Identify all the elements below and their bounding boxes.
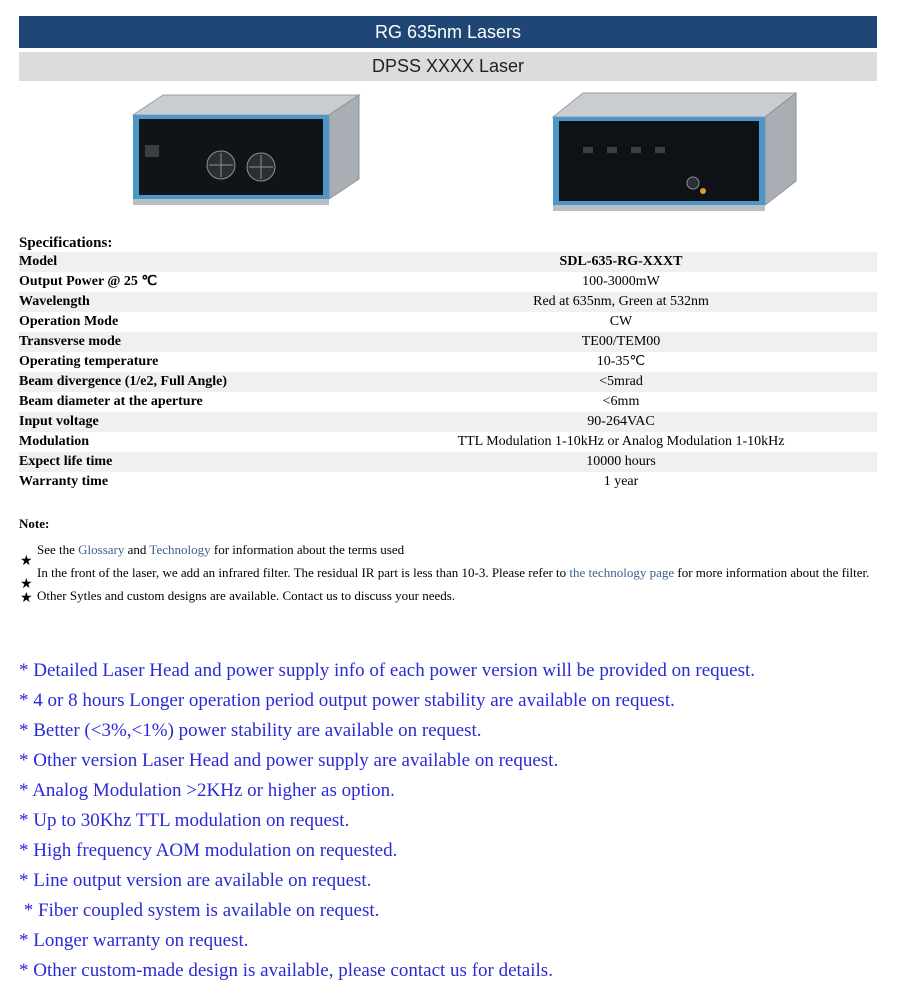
list-item: * Longer warranty on request. [19, 930, 249, 951]
table-row [19, 292, 877, 312]
spec-value: SDL-635-RG-XXXT [359, 252, 877, 272]
subtitle-bar [19, 52, 877, 81]
specifications-heading: Specifications: [19, 235, 113, 251]
star-icon: ★ [20, 554, 33, 569]
spec-value: 10000 hours [359, 452, 877, 472]
list-item: * Analog Modulation >2KHz or higher as option. [19, 780, 395, 801]
table-row [19, 272, 877, 292]
page-title-bar [19, 16, 877, 48]
note-text: In the front of the laser, we add an infrared filter. The residual IR part is less than 10-3. Please refer to [37, 565, 570, 580]
table-row [19, 312, 877, 332]
spec-label: Operating temperature [19, 354, 159, 369]
spec-value: <6mm [602, 394, 640, 409]
list-item: * Better (<3%,<1%) power stability are available on request. [19, 720, 482, 741]
table-row [19, 332, 877, 352]
spec-value: 1 year [603, 474, 639, 489]
note-item [19, 540, 877, 569]
technology-link[interactable]: Technology [149, 542, 211, 557]
spec-label: Output Power @ 25 ℃ [19, 274, 158, 289]
spec-label: Operation Mode [19, 314, 119, 329]
spec-value: 100-3000mW [582, 274, 660, 289]
list-item: * Line output version are available on request. [19, 870, 372, 891]
spec-value: CW [609, 314, 633, 329]
specifications-table [19, 252, 877, 492]
request-options-list [19, 656, 879, 986]
table-row [19, 252, 877, 272]
spec-label: Beam divergence (1/e2, Full Angle) [19, 372, 359, 392]
spec-label: Expect life time [19, 452, 359, 472]
list-item: * Fiber coupled system is available on request. [19, 900, 380, 921]
spec-value: TTL Modulation 1-10kHz or Analog Modulation 1-10kHz [457, 434, 785, 449]
spec-label: Transverse mode [19, 332, 359, 352]
table-row [19, 452, 877, 472]
table-row [19, 432, 877, 452]
power-supply-image [543, 87, 798, 228]
note-item [19, 563, 877, 592]
spec-label: Wavelength [19, 292, 359, 312]
spec-value: 90-264VAC [359, 412, 877, 432]
spec-value: Red at 635nm, Green at 532nm [359, 292, 877, 312]
note-text: Other Sytles and custom designs are available. Contact us to discuss your needs. [37, 588, 456, 603]
spec-value: <5mrad [359, 372, 877, 392]
spec-value: 10-35℃ [596, 354, 646, 369]
star-icon: ★ [20, 577, 33, 592]
spec-label: Input voltage [19, 412, 359, 432]
note-item [19, 586, 877, 605]
list-item: * Other custom-made design is available, please contact us for details. [19, 960, 553, 981]
list-item: * Up to 30Khz TTL modulation on request. [19, 810, 350, 831]
table-row [19, 392, 877, 412]
spec-value: TE00/TEM00 [359, 332, 877, 352]
table-row [19, 412, 877, 432]
table-row [19, 372, 877, 392]
notes-title: Note: [19, 516, 50, 531]
spec-label: Modulation [19, 434, 90, 449]
note-text: See the [37, 542, 79, 557]
list-item: * 4 or 8 hours Longer operation period output power stability are available on request. [19, 690, 675, 711]
note-text: for information about the terms used [210, 542, 405, 557]
technology-page-link[interactable]: the technology page [569, 565, 675, 580]
list-item: * Other version Laser Head and power supply are available on request. [19, 750, 559, 771]
spec-label: Beam diameter at the aperture [19, 394, 203, 409]
table-row [19, 472, 877, 492]
note-text: for more information about the filter. [674, 565, 870, 580]
note-text: and [124, 542, 150, 557]
page-subtitle: DPSS XXXX Laser [371, 56, 525, 76]
glossary-link[interactable]: Glossary [78, 542, 125, 557]
star-icon: ★ [20, 591, 33, 606]
table-row [19, 352, 877, 372]
product-section [19, 16, 877, 605]
list-item: * High frequency AOM modulation on requested. [19, 840, 398, 861]
list-item: * Detailed Laser Head and power supply info of each power version will be provided on request. [19, 660, 756, 681]
page-title: RG 635nm Lasers [374, 21, 522, 42]
product-images [19, 87, 877, 232]
spec-label: Model [19, 252, 359, 272]
spec-label: Warranty time [19, 474, 109, 489]
laser-head-image [123, 87, 361, 222]
notes-section [19, 516, 877, 605]
